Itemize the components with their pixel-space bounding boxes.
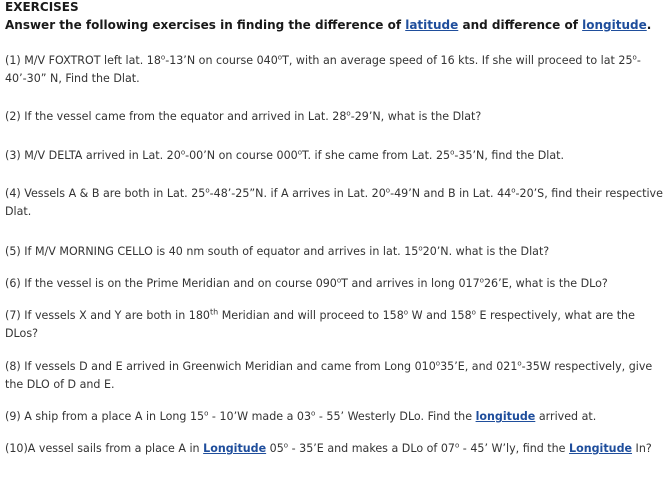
exercise-7: (7) If vessels X and Y are both in 180th Meridian and will proceed to 158$^o$ W and 158$^o$ E respectively, what are the DLos? [5, 307, 635, 340]
intro-text [5, 18, 667, 33]
longitude-link[interactable]: longitude [582, 18, 647, 32]
exercises-page [5, 0, 667, 455]
exercise-2: (2) If the vessel came from the equator and arrived in Lat. 28$^o$-29’N, what is the Dlat? [5, 109, 482, 123]
exercise-6: (6) If the vessel is on the Prime Meridian and on course 090$^o$T and arrives in long 017$^o$26’E, what is the DLo? [5, 276, 608, 290]
intro-text-end: . [646, 18, 652, 32]
exercise-8: (8) If vessels D and E arrived in Greenwich Meridian and came from Long 010$^o$35’E, and 021$^o$-35W respectively, give the DLO of D and E. [5, 359, 653, 391]
longitude-link[interactable]: longitude [475, 410, 536, 423]
longitude-link[interactable]: Longitude [569, 442, 633, 455]
exercise-1: (1) M/V FOXTROT left lat. 18$^o$-13’N on course 040$^o$T, with an average speed of 16 kts. If she will proceed to lat 25$^o$-40’-30” N, Find the Dlat. [5, 53, 641, 85]
page-heading: EXERCISES [5, 0, 79, 14]
exercise-5: (5) If M/V MORNING CELLO is 40 nm south of equator and arrives in lat. 15$^o$20’N. what is the Dlat? [5, 244, 550, 258]
exercise-4: (4) Vessels A & B are both in Lat. 25$^o$-48’-25”N. if A arrives in Lat. 20$^o$-49’N and B in Lat. 44$^o$-20’S, find their respective Dlat. [5, 186, 663, 218]
latitude-link[interactable]: latitude [405, 18, 459, 32]
intro-text-start: Answer the following exercises in finding the difference of [5, 18, 406, 32]
longitude-link[interactable]: Longitude [203, 442, 267, 455]
intro-text-middle: and difference of [458, 18, 583, 32]
exercise-10: (10)A vessel sails from a place A in Longitude 05$^o$ - 35’E and makes a DLo of 07$^o$ - 45’ W’ly, find the Longitude In? [5, 441, 652, 455]
exercise-3: (3) M/V DELTA arrived in Lat. 20$^o$-00’N on course 000$^o$T. if she came from Lat. 25$^o$-35’N, find the Dlat. [5, 148, 565, 162]
exercise-9: (9) A ship from a place A in Long 15$^o$ - 10’W made a 03$^o$ - 55’ Westerly DLo. Find the longitude arrived at. [5, 409, 597, 423]
